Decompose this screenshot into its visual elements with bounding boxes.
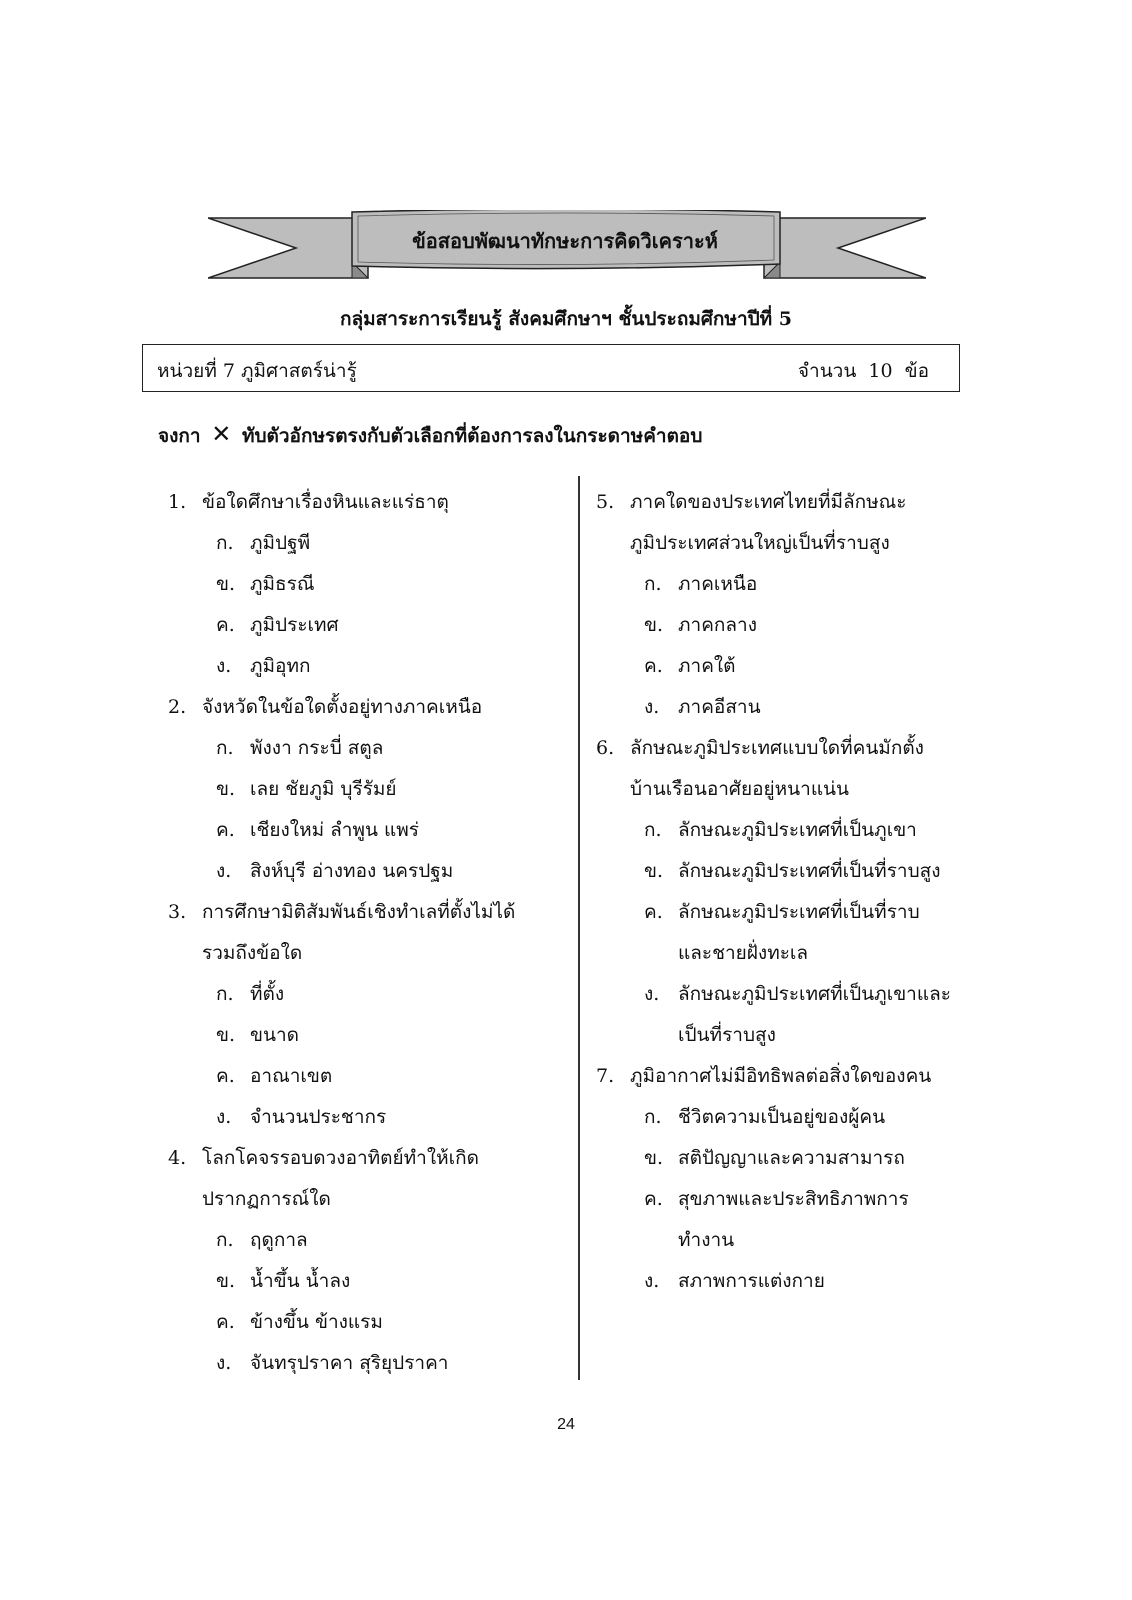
option-label: ง. bbox=[644, 696, 660, 718]
subject-subtitle: กลุ่มสาระการเรียนรู้ สังคมศึกษาฯ ชั้นประถมศึกษาปีที่ 5 bbox=[339, 308, 793, 330]
option-text: ที่ตั้ง bbox=[250, 983, 285, 1005]
option-text: จันทรุปราคา สุริยุปราคา bbox=[250, 1352, 449, 1374]
answer-option bbox=[596, 1220, 976, 1261]
page-number: 24 bbox=[557, 1416, 575, 1433]
option-label: ก. bbox=[644, 819, 662, 841]
option-text: สติปัญญาและความสามารถ bbox=[678, 1147, 905, 1169]
answer-option bbox=[168, 1343, 568, 1384]
answer-option bbox=[596, 687, 976, 728]
question-item bbox=[596, 1056, 976, 1302]
option-label: ข. bbox=[216, 778, 236, 800]
option-label: ก. bbox=[216, 1229, 234, 1251]
answer-option bbox=[168, 564, 568, 605]
answer-option bbox=[168, 646, 568, 687]
option-text: ภูมิปฐพี bbox=[250, 532, 311, 554]
answer-option bbox=[596, 974, 976, 1015]
question-count: จำนวน 10 ข้อ bbox=[797, 360, 929, 382]
answer-option bbox=[596, 1138, 976, 1179]
answer-option bbox=[596, 564, 976, 605]
answer-option bbox=[596, 810, 976, 851]
option-label: ค. bbox=[644, 655, 663, 677]
question-item bbox=[168, 892, 568, 1138]
exam-title: ข้อสอบพัฒนาทักษะการคิดวิเคราะห์ bbox=[412, 229, 718, 253]
option-text: และชายฝั่งทะเล bbox=[678, 942, 809, 964]
option-label: ก. bbox=[216, 532, 234, 554]
question-number: 5. bbox=[596, 491, 615, 513]
question-number: 1. bbox=[168, 491, 187, 513]
answer-option bbox=[168, 728, 568, 769]
option-text: ลักษณะภูมิประเทศที่เป็นที่ราบสูง bbox=[678, 860, 941, 882]
option-text: ลักษณะภูมิประเทศที่เป็นที่ราบ bbox=[678, 901, 920, 923]
option-text: ภูมิอุทก bbox=[250, 655, 311, 677]
option-text: อาณาเขต bbox=[250, 1065, 333, 1087]
left-question-column bbox=[168, 482, 568, 1384]
instruction-before: จงกา bbox=[158, 425, 201, 447]
answer-option bbox=[168, 605, 568, 646]
option-text: ลักษณะภูมิประเทศที่เป็นภูเขา bbox=[678, 819, 917, 841]
question-item bbox=[168, 1138, 568, 1384]
option-label: ก. bbox=[644, 1106, 662, 1128]
option-label: ค. bbox=[216, 1311, 235, 1333]
cross-mark-icon: ✕ bbox=[211, 420, 232, 448]
question-number: 7. bbox=[596, 1065, 615, 1087]
answer-option bbox=[168, 1097, 568, 1138]
option-label: ง. bbox=[644, 983, 660, 1005]
option-text: ข้างขึ้น ข้างแรม bbox=[250, 1311, 383, 1333]
answer-option bbox=[168, 1261, 568, 1302]
option-label: ก. bbox=[644, 573, 662, 595]
answer-option bbox=[596, 646, 976, 687]
option-label: ข. bbox=[644, 1147, 664, 1169]
question-item bbox=[596, 482, 976, 728]
question-text: รวมถึงข้อใด bbox=[202, 942, 303, 964]
answer-option bbox=[168, 974, 568, 1015]
option-text: น้ำขึ้น น้ำลง bbox=[250, 1270, 351, 1292]
right-question-column bbox=[596, 482, 976, 1302]
unit-info-box bbox=[142, 344, 960, 392]
option-label: ง. bbox=[644, 1270, 660, 1292]
question-number: 6. bbox=[596, 737, 615, 759]
question-text: ภูมิประเทศส่วนใหญ่เป็นที่ราบสูง bbox=[630, 532, 890, 554]
answer-option bbox=[596, 1261, 976, 1302]
option-label: ง. bbox=[216, 1352, 232, 1374]
option-text: สภาพการแต่งกาย bbox=[678, 1270, 825, 1292]
unit-name: หน่วยที่ 7 ภูมิศาสตร์น่ารู้ bbox=[157, 360, 357, 382]
option-text: ภูมิธรณี bbox=[250, 573, 315, 595]
question-item bbox=[168, 482, 568, 687]
question-text: บ้านเรือนอาศัยอยู่หนาแน่น bbox=[630, 778, 850, 800]
question-number: 2. bbox=[168, 696, 187, 718]
option-label: ข. bbox=[216, 1024, 236, 1046]
column-divider bbox=[578, 476, 580, 1380]
option-text: ลักษณะภูมิประเทศที่เป็นภูเขาและ bbox=[678, 983, 951, 1005]
option-text: ชีวิตความเป็นอยู่ของผู้คน bbox=[678, 1106, 886, 1128]
question-item bbox=[596, 728, 976, 1056]
answer-option bbox=[168, 523, 568, 564]
option-text: สิงห์บุรี อ่างทอง นครปฐม bbox=[250, 860, 454, 882]
question-item bbox=[168, 687, 568, 892]
question-text: ภูมิอากาศไม่มีอิทธิพลต่อสิ่งใดของคน bbox=[630, 1065, 932, 1087]
option-label: ก. bbox=[216, 983, 234, 1005]
answer-option bbox=[168, 1056, 568, 1097]
title-ribbon-banner bbox=[208, 210, 926, 282]
option-label: ค. bbox=[216, 1065, 235, 1087]
option-text: ทำงาน bbox=[678, 1229, 735, 1251]
answer-option bbox=[168, 1220, 568, 1261]
answer-option bbox=[168, 769, 568, 810]
option-label: ข. bbox=[216, 1270, 236, 1292]
option-text: ภาคเหนือ bbox=[678, 573, 758, 595]
option-text: เลย ชัยภูมิ บุรีรัมย์ bbox=[250, 778, 397, 800]
question-text: โลกโคจรรอบดวงอาทิตย์ทำให้เกิด bbox=[202, 1147, 479, 1169]
question-text: ภาคใดของประเทศไทยที่มีลักษณะ bbox=[630, 491, 907, 513]
option-text: ขนาด bbox=[250, 1024, 299, 1046]
question-number: 3. bbox=[168, 901, 187, 923]
answer-option bbox=[168, 810, 568, 851]
option-label: ง. bbox=[216, 655, 232, 677]
option-text: จำนวนประชากร bbox=[250, 1106, 387, 1128]
option-label: ข. bbox=[216, 573, 236, 595]
option-text: ภาคกลาง bbox=[678, 614, 757, 636]
option-text: เชียงใหม่ ลำพูน แพร่ bbox=[250, 819, 420, 841]
question-text: จังหวัดในข้อใดตั้งอยู่ทางภาคเหนือ bbox=[202, 696, 483, 718]
answer-option bbox=[596, 1097, 976, 1138]
answer-option bbox=[596, 605, 976, 646]
option-label: ง. bbox=[216, 1106, 232, 1128]
question-text: ลักษณะภูมิประเทศแบบใดที่คนมักตั้ง bbox=[630, 737, 924, 759]
answer-option bbox=[168, 851, 568, 892]
option-text: ภาคใต้ bbox=[678, 655, 736, 677]
option-label: ค. bbox=[216, 819, 235, 841]
question-text: ปรากฏการณ์ใด bbox=[202, 1188, 331, 1210]
answer-option bbox=[596, 1015, 976, 1056]
answer-option bbox=[596, 1179, 976, 1220]
option-text: ฤดูกาล bbox=[250, 1229, 308, 1251]
option-text: ภูมิประเทศ bbox=[250, 614, 339, 636]
option-text: เป็นที่ราบสูง bbox=[678, 1024, 776, 1046]
option-label: ก. bbox=[216, 737, 234, 759]
question-text: การศึกษามิติสัมพันธ์เชิงทำเลที่ตั้งไม่ได้ bbox=[202, 901, 516, 923]
answer-option bbox=[596, 933, 976, 974]
option-text: ภาคอีสาน bbox=[678, 696, 761, 718]
option-label: ค. bbox=[216, 614, 235, 636]
answer-option bbox=[168, 1015, 568, 1056]
option-text: สุขภาพและประสิทธิภาพการ bbox=[678, 1188, 909, 1210]
option-label: ข. bbox=[644, 860, 664, 882]
option-label: ค. bbox=[644, 901, 663, 923]
option-label: ค. bbox=[644, 1188, 663, 1210]
question-number: 4. bbox=[168, 1147, 187, 1169]
answer-option bbox=[168, 1302, 568, 1343]
question-text: ข้อใดศึกษาเรื่องหินและแร่ธาตุ bbox=[202, 491, 449, 513]
option-label: ง. bbox=[216, 860, 232, 882]
instruction-text bbox=[158, 420, 702, 451]
instruction-after: ทับตัวอักษรตรงกับตัวเลือกที่ต้องการลงในกระดาษคำตอบ bbox=[241, 425, 703, 447]
answer-option bbox=[596, 892, 976, 933]
answer-option bbox=[596, 851, 976, 892]
option-label: ข. bbox=[644, 614, 664, 636]
option-text: พังงา กระบี่ สตูล bbox=[250, 737, 384, 759]
